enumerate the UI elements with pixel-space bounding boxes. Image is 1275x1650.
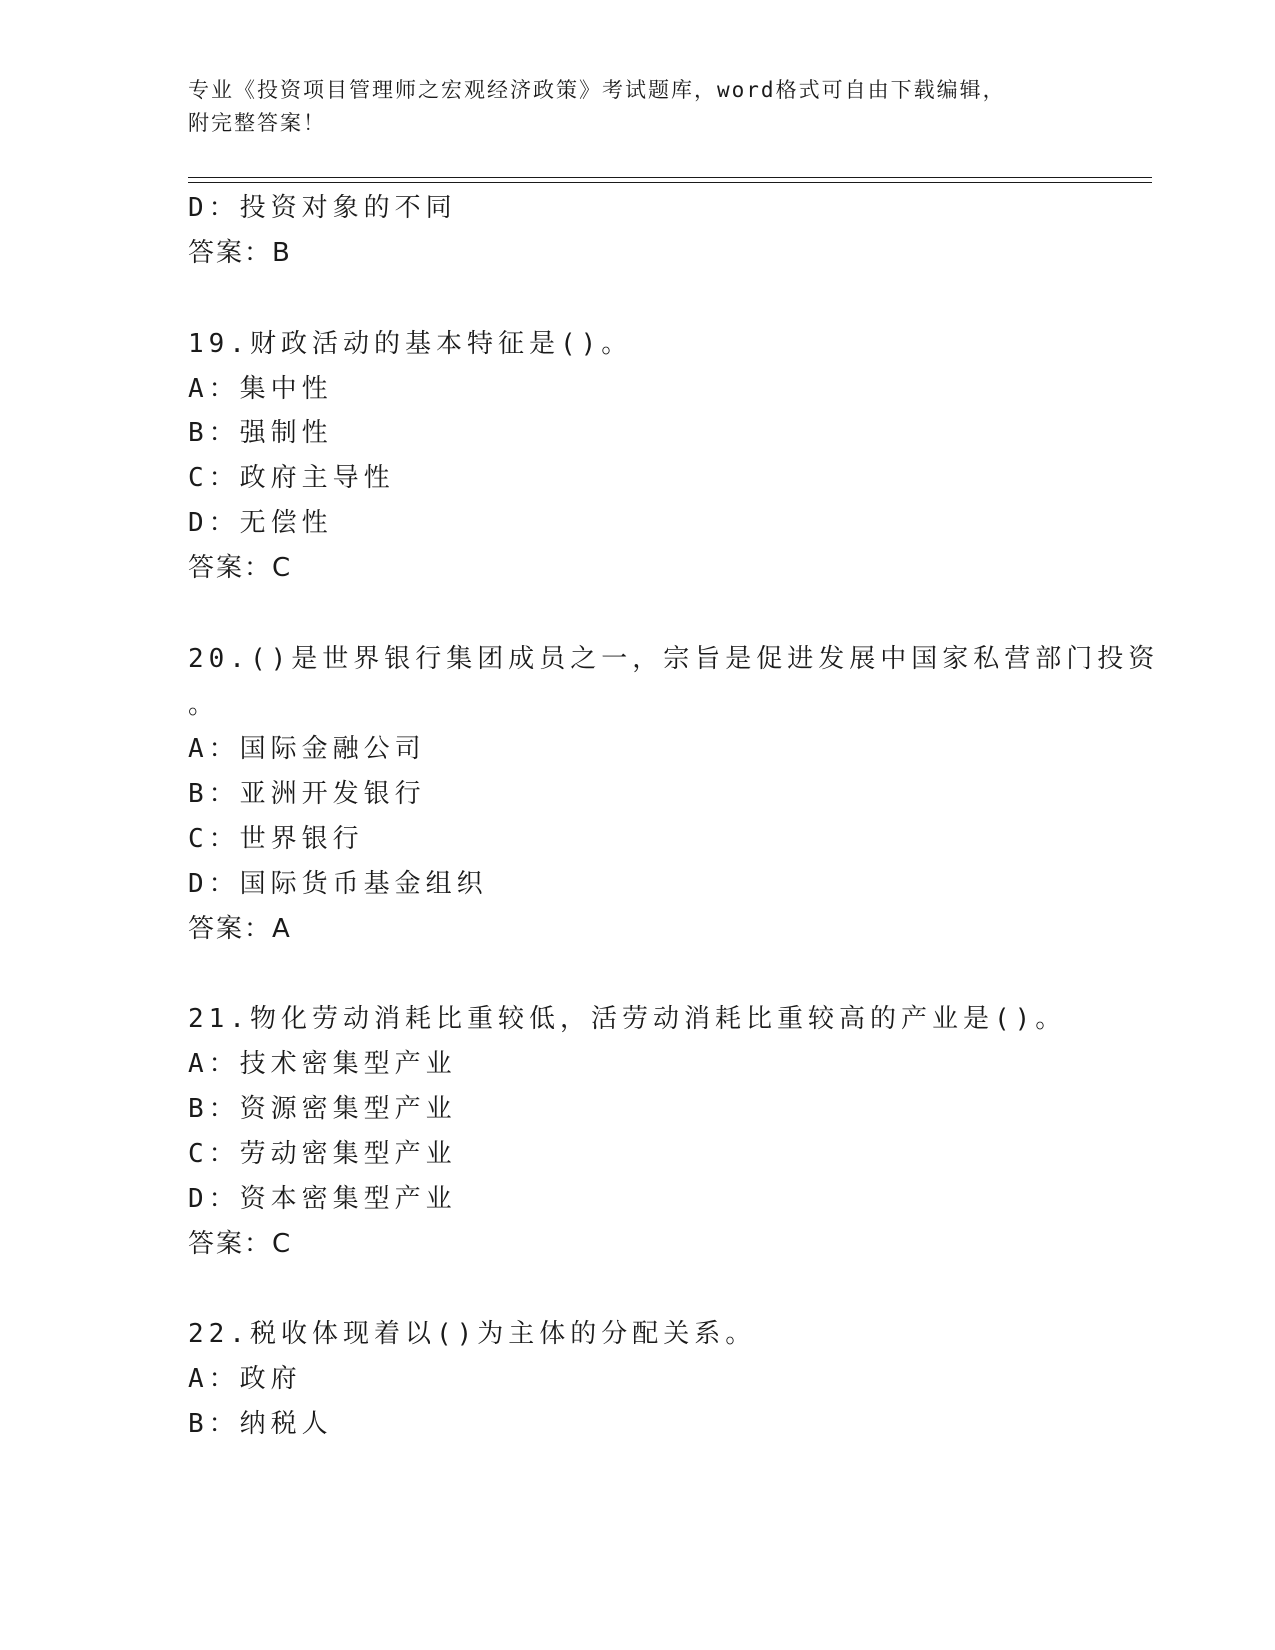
q22-option-b: B：纳税人 xyxy=(188,1409,333,1439)
q21-option-b: B：资源密集型产业 xyxy=(188,1094,457,1124)
q22-option-a: A：政府 xyxy=(188,1364,302,1394)
q18-option-d: D：投资对象的不同 xyxy=(188,193,457,223)
header-divider-bottom xyxy=(188,182,1152,183)
q19-option-a: A：集中性 xyxy=(188,374,333,404)
q21-option-a: A：技术密集型产业 xyxy=(188,1049,457,1079)
q22-question: 22.税收体现着以()为主体的分配关系。 xyxy=(188,1319,757,1349)
q18-answer: 答案：B xyxy=(188,238,292,268)
q21-option-c: C：劳动密集型产业 xyxy=(188,1139,457,1169)
q20-option-d: D：国际货币基金组织 xyxy=(188,869,488,899)
q19-option-c: C：政府主导性 xyxy=(188,463,395,493)
q19-option-b: B：强制性 xyxy=(188,418,333,448)
q20-question-line-1: 20.()是世界银行集团成员之一，宗旨是促进发展中国家私营部门投资 xyxy=(188,644,1160,674)
q21-answer: 答案：C xyxy=(188,1229,293,1259)
q21-option-d: D：资本密集型产业 xyxy=(188,1184,457,1214)
q19-answer: 答案：C xyxy=(188,553,293,583)
header-line-2: 附完整答案！ xyxy=(188,111,326,135)
q20-answer: 答案：A xyxy=(188,914,292,944)
q20-option-a: A：国际金融公司 xyxy=(188,734,426,764)
header-divider-top xyxy=(188,177,1152,178)
q20-option-b: B：亚洲开发银行 xyxy=(188,779,426,809)
q20-option-c: C：世界银行 xyxy=(188,824,364,854)
document-header xyxy=(188,74,1088,140)
header-line-1: 专业《投资项目管理师之宏观经济政策》考试题库，word格式可自由下载编辑， xyxy=(188,78,1006,102)
q21-question: 21.物化劳动消耗比重较低，活劳动消耗比重较高的产业是()。 xyxy=(188,1004,1067,1034)
q19-question: 19.财政活动的基本特征是()。 xyxy=(188,329,633,359)
q19-option-d: D：无偿性 xyxy=(188,508,333,538)
q20-question-line-2: 。 xyxy=(188,690,220,720)
